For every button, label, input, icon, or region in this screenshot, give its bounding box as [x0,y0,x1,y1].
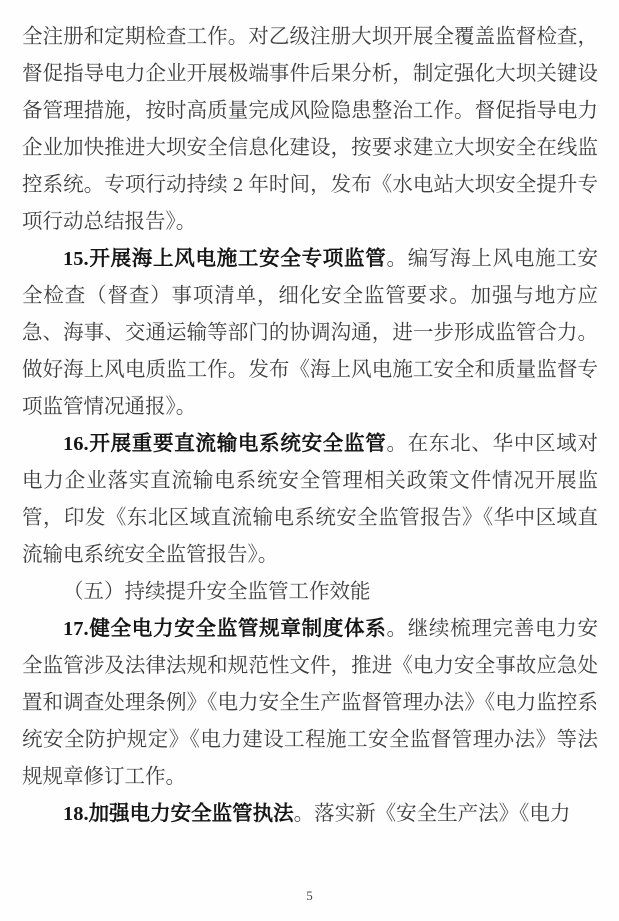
paragraph [22,611,598,796]
paragraph-text: 。落实新《安全生产法》《电力 [293,803,571,825]
page-number: 5 [306,888,313,903]
paragraph [22,796,598,833]
paragraph [22,574,598,611]
paragraph-lead-bold: 15.开展海上风电施工安全专项监管 [63,248,387,270]
page-footer [0,887,619,905]
paragraph-lead-bold: 18.加强电力安全监管执法 [63,803,294,825]
paragraph-text: （五）持续提升安全监管工作效能 [63,581,371,603]
paragraph-lead-bold: 16.开展重要直流输电系统安全监管 [63,433,387,455]
paragraph [22,19,598,241]
paragraph-text: 全注册和定期检查工作。对乙级注册大坝开展全覆盖监督检查，督促指导电力企业开展极端事件后果分析，制定强化大坝关键设备管理措施，按时高质量完成风险隐患整治工作。督促指导电力企业加快推进大坝安全信息化建设，按要求建立大坝安全在线监控系统。专项行动持续 2 年时间，发布《水电站大坝安全提升专项行动总结报告》。 [22,26,598,233]
paragraph-text: 。继续梳理完善电力安全监管涉及法律法规和规范性文件，推进《电力安全事故应急处置和调查处理条例》《电力安全生产监督管理办法》《电力监控系统安全防护规定》《电力建设工程施工安全监督管理办法》等法规规章修订工作。 [22,618,598,788]
paragraph [22,241,598,426]
paragraph-lead-bold: 17.健全电力安全监管规章制度体系 [63,618,387,640]
paragraph-text: 。编写海上风电施工安全检查（督查）事项清单，细化安全监管要求。加强与地方应急、海事、交通运输等部门的协调沟通，进一步形成监管合力。做好海上风电质监工作。发布《海上风电施工安全和质量监督专项监管情况通报》。 [22,248,598,418]
document-body [22,19,598,833]
paragraph-text: 。在东北、华中区域对电力企业落实直流输电系统安全管理相关政策文件情况开展监管，印发《东北区域直流输电系统安全监管报告》《华中区域直流输电系统安全监管报告》。 [22,433,598,566]
paragraph [22,426,598,574]
